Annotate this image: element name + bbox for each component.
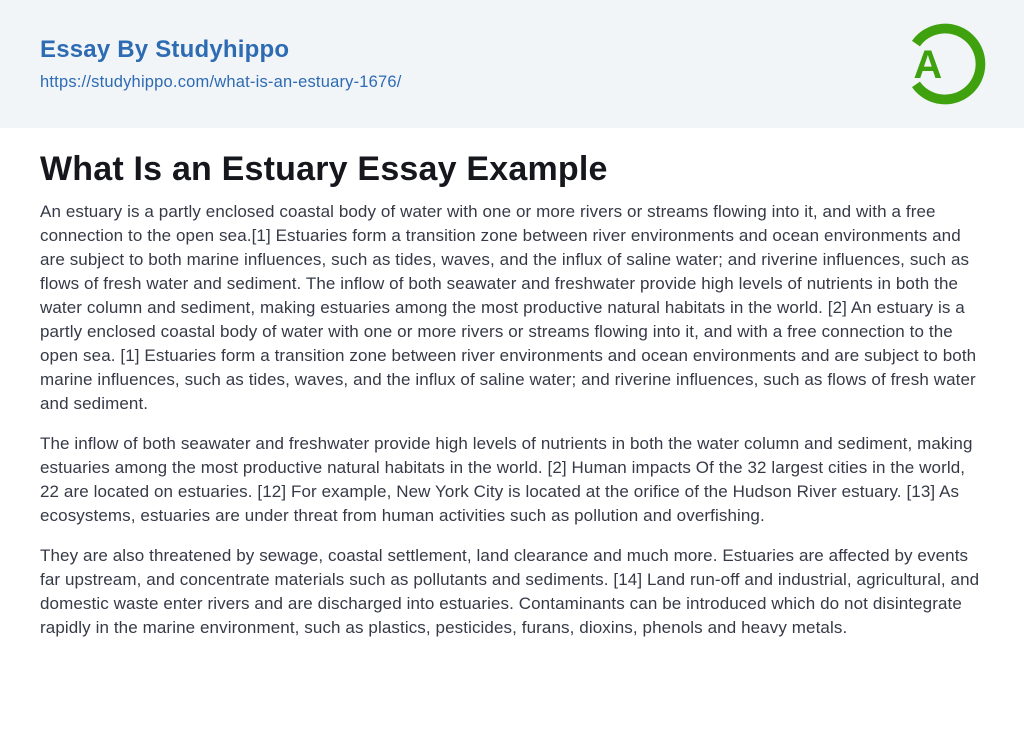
- page-title: What Is an Estuary Essay Example: [40, 150, 608, 188]
- essay-article: [0, 128, 1024, 640]
- header-text-block: [40, 36, 402, 93]
- page-header: [0, 0, 1024, 128]
- essay-paragraph-1: An estuary is a partly enclosed coastal body of water with one or more rivers or streams flowing into it, and with a free connection to the open sea.[1] Estuaries form a transition zone between river environments and ocean environments and are subject to both marine influences, such as tides, waves, and the influx of saline water; and riverine influences, such as flows of fresh water and sediment. The inflow of both seawater and freshwater provide high levels of nutrients in both the water column and sediment, making estuaries among the most productive natural habitats in the world. [2] An estuary is a partly enclosed coastal body of water with one or more rivers or streams flowing into it, and with a free connection to the open sea. [1] Estuaries form a transition zone between river environments and ocean environments and are subject to both marine influences, such as tides, waves, and the influx of saline water; and riverine influences, such as flows of fresh water and sediment.: [40, 202, 977, 414]
- logo-letter: A: [913, 42, 943, 87]
- essay-paragraph-2: The inflow of both seawater and freshwater provide high levels of nutrients in both the water column and sediment, making estuaries among the most productive natural habitats in the world. [2] Human impacts Of the 32 largest cities in the world, 22 are located on estuaries. [12] For example, New York City is located at the orifice of the Hudson River estuary. [13] As ecosystems, estuaries are under threat from human activities such as pollution and overfishing.: [40, 434, 973, 526]
- logo-svg: [902, 21, 988, 107]
- site-title: Essay By Studyhippo: [40, 35, 290, 63]
- studyhippo-logo-icon[interactable]: [902, 21, 988, 107]
- page-url-link[interactable]: https://studyhippo.com/what-is-an-estuary-1676/: [40, 73, 402, 92]
- essay-paragraph-3: They are also threatened by sewage, coastal settlement, land clearance and much more. Estuaries are affected by events far upstream, and concentrate materials such as pollutants and sediments. [14] Land run-off and industrial, agricultural, and domestic waste enter rivers and are discharged into estuaries. Contaminants can be introduced which do not disintegrate rapidly in the marine environment, such as plastics, pesticides, furans, dioxins, phenols and heavy metals.: [40, 546, 980, 638]
